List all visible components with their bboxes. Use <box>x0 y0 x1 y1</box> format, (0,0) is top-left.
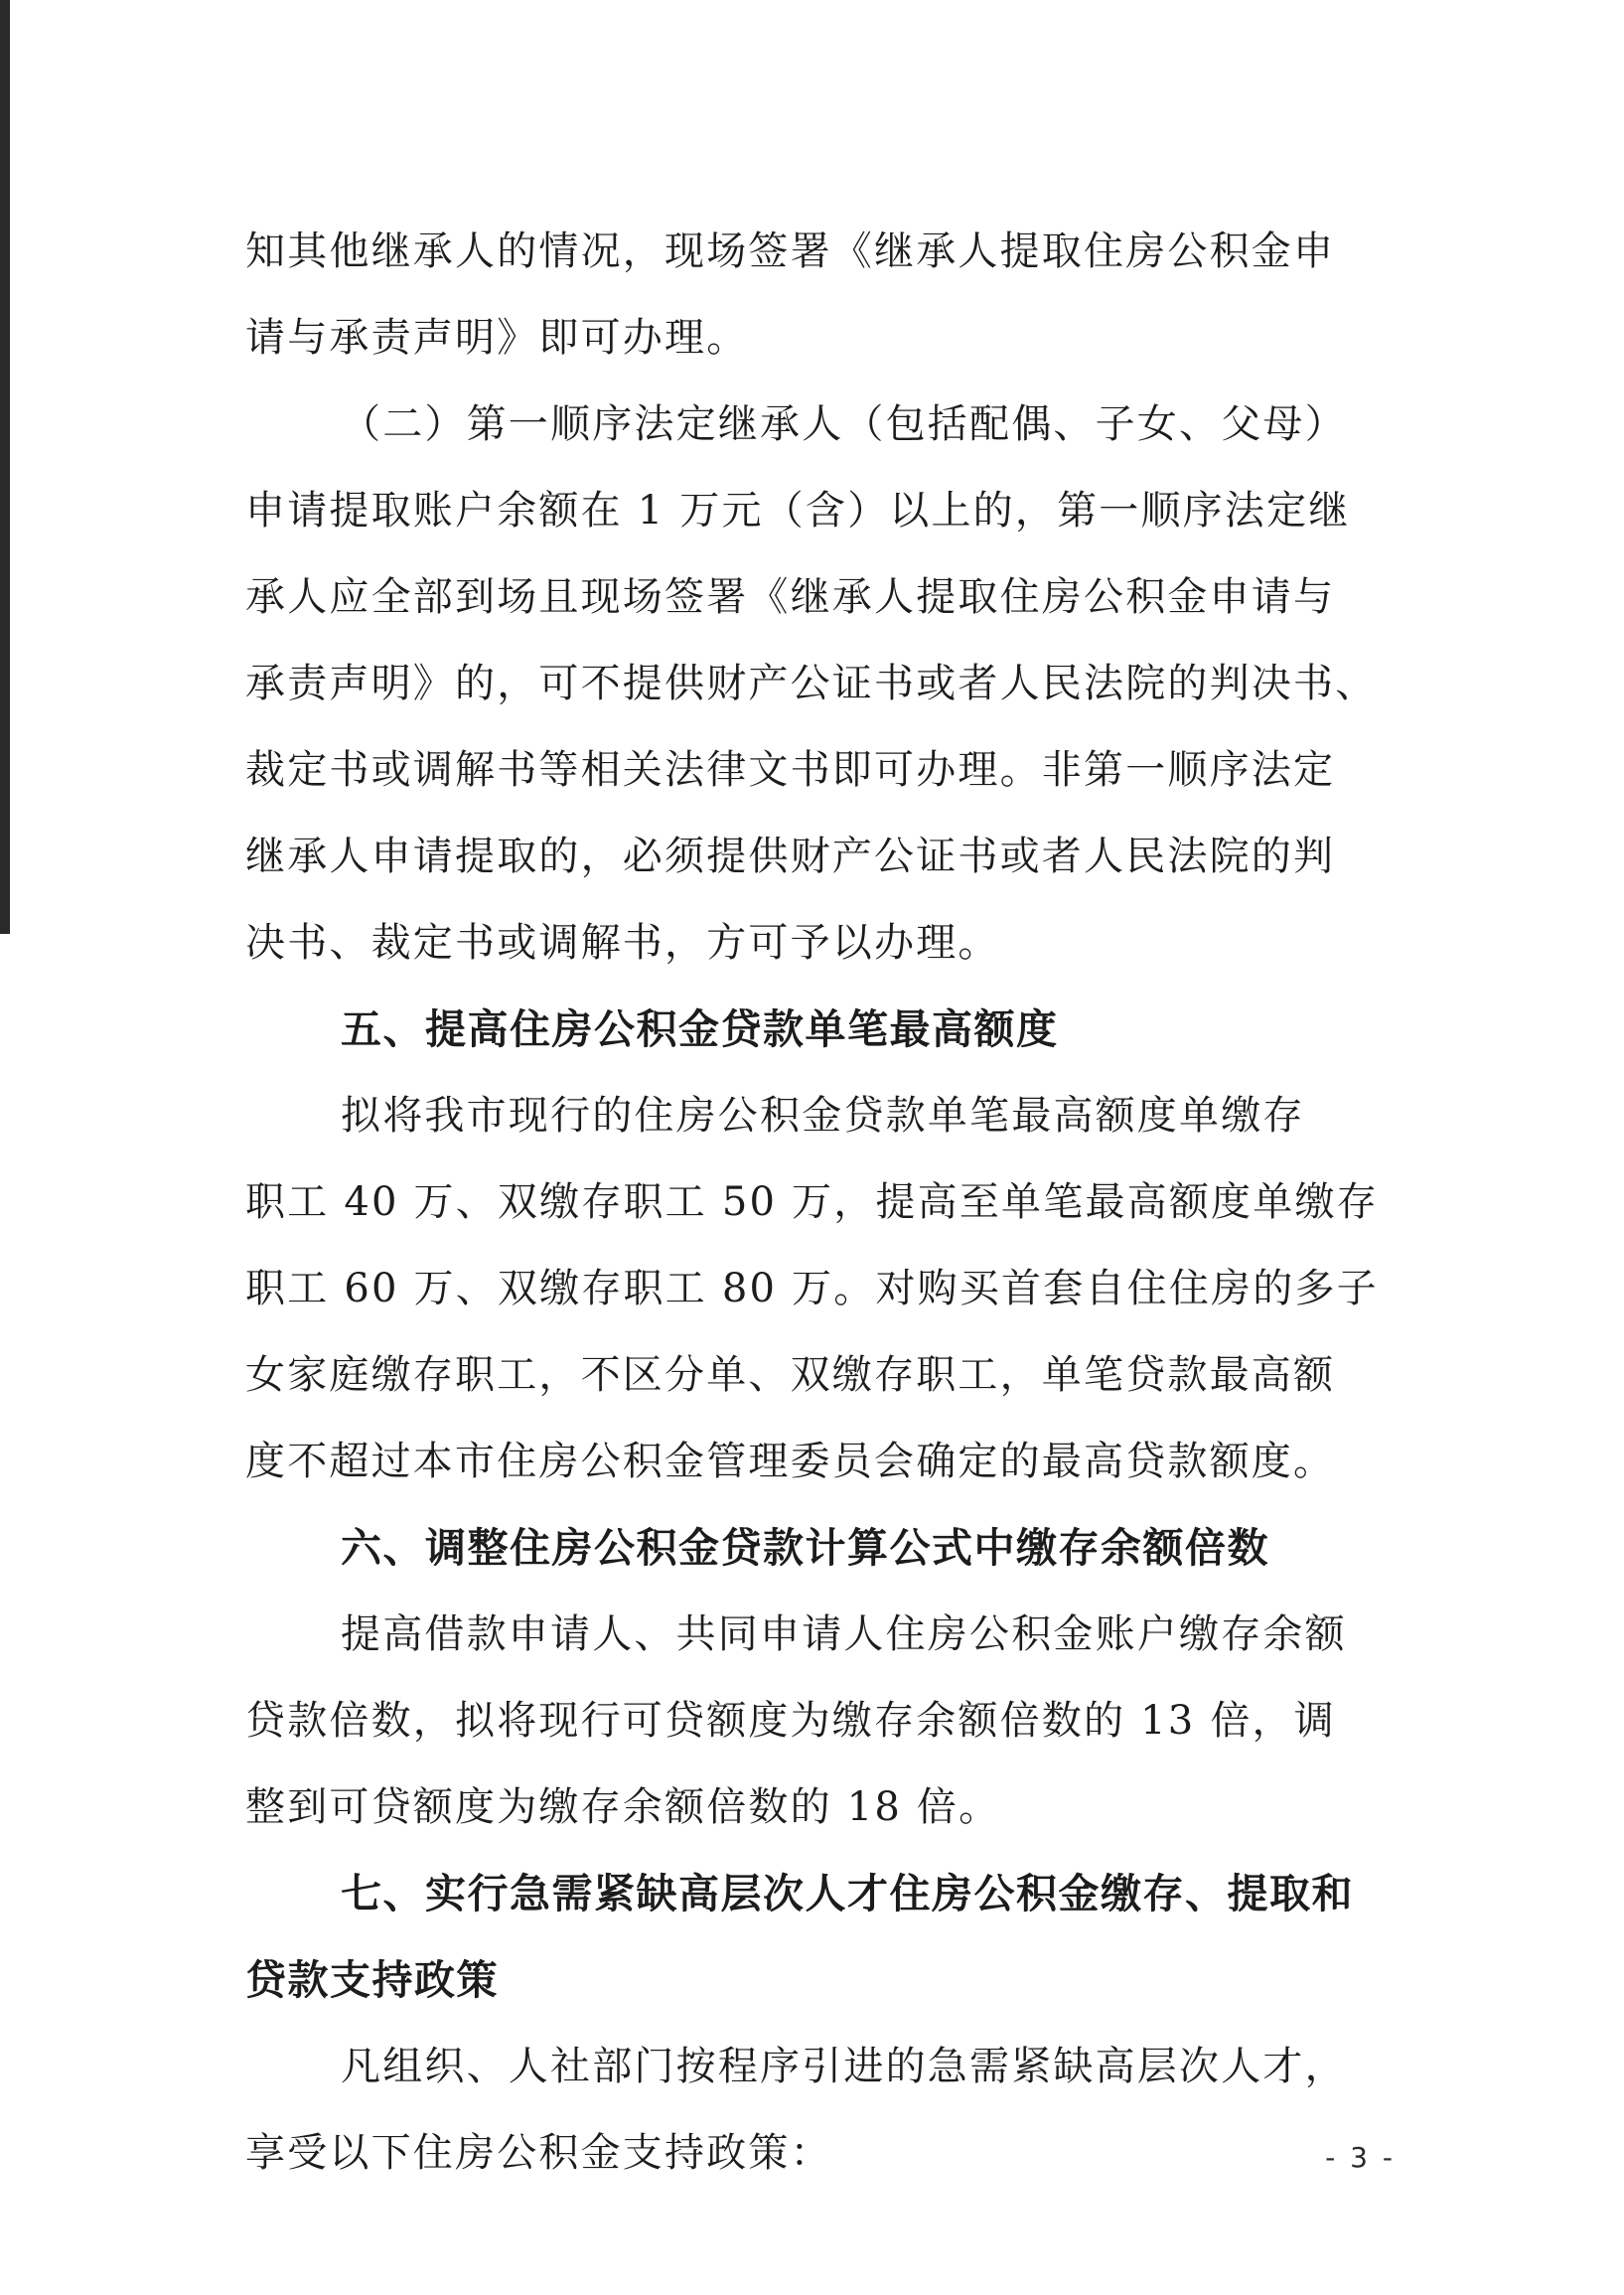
section-heading-6: 六、调整住房公积金贷款计算公式中缴存余额倍数 <box>341 1524 1269 1572</box>
section-heading-5: 五、提高住房公积金贷款单笔最高额度 <box>341 1005 1059 1053</box>
text-line: 请与承责声明》即可办理。 <box>245 315 749 361</box>
paragraph-start: 凡组织、人社部门按程序引进的急需紧缺高层次人才， <box>341 2044 1347 2089</box>
paragraph-start: 提高借款申请人、共同申请人住房公积金账户缴存余额 <box>341 1611 1347 1657</box>
text-line: 职工 60 万、双缴存职工 80 万。对购买首套自住住房的多子 <box>245 1266 1379 1311</box>
text-line: 整到可贷额度为缴存余额倍数的 18 倍。 <box>245 1784 1001 1830</box>
scan-edge <box>0 0 10 934</box>
text-line: 享受以下住房公积金支持政策： <box>245 2130 832 2176</box>
text-line: 度不超过本市住房公积金管理委员会确定的最高贷款额度。 <box>245 1439 1336 1484</box>
text-line: 继承人申请提取的，必须提供财产公证书或者人民法院的判 <box>245 834 1336 879</box>
text-line: 贷款倍数，拟将现行可贷额度为缴存余额倍数的 13 倍，调 <box>245 1698 1336 1744</box>
page-number: - 3 - <box>1325 2141 1396 2174</box>
text-line: 裁定书或调解书等相关法律文书即可办理。非第一顺序法定 <box>245 747 1336 793</box>
text-line: 决书、裁定书或调解书，方可予以办理。 <box>245 920 1000 966</box>
text-line: 承人应全部到场且现场签署《继承人提取住房公积金申请与 <box>245 574 1336 620</box>
text-line: 知其他继承人的情况，现场签署《继承人提取住房公积金申 <box>245 229 1336 274</box>
section-heading-7: 七、实行急需紧缺高层次人才住房公积金缴存、提取和 <box>341 1870 1354 1917</box>
document-body <box>245 209 1407 2197</box>
text-line: 申请提取账户余额在 1 万元（含）以上的，第一顺序法定继 <box>245 488 1351 534</box>
paragraph-start: （二）第一顺序法定继承人（包括配偶、子女、父母） <box>341 401 1347 447</box>
section-heading-7-continued: 贷款支持政策 <box>245 1956 499 2004</box>
text-line: 职工 40 万、双缴存职工 50 万，提高至单笔最高额度单缴存 <box>245 1179 1379 1225</box>
text-line: 承责声明》的，可不提供财产公证书或者人民法院的判决书、 <box>245 661 1378 706</box>
paragraph-start: 拟将我市现行的住房公积金贷款单笔最高额度单缴存 <box>341 1093 1305 1139</box>
text-line: 女家庭缴存职工，不区分单、双缴存职工，单笔贷款最高额 <box>245 1352 1336 1398</box>
